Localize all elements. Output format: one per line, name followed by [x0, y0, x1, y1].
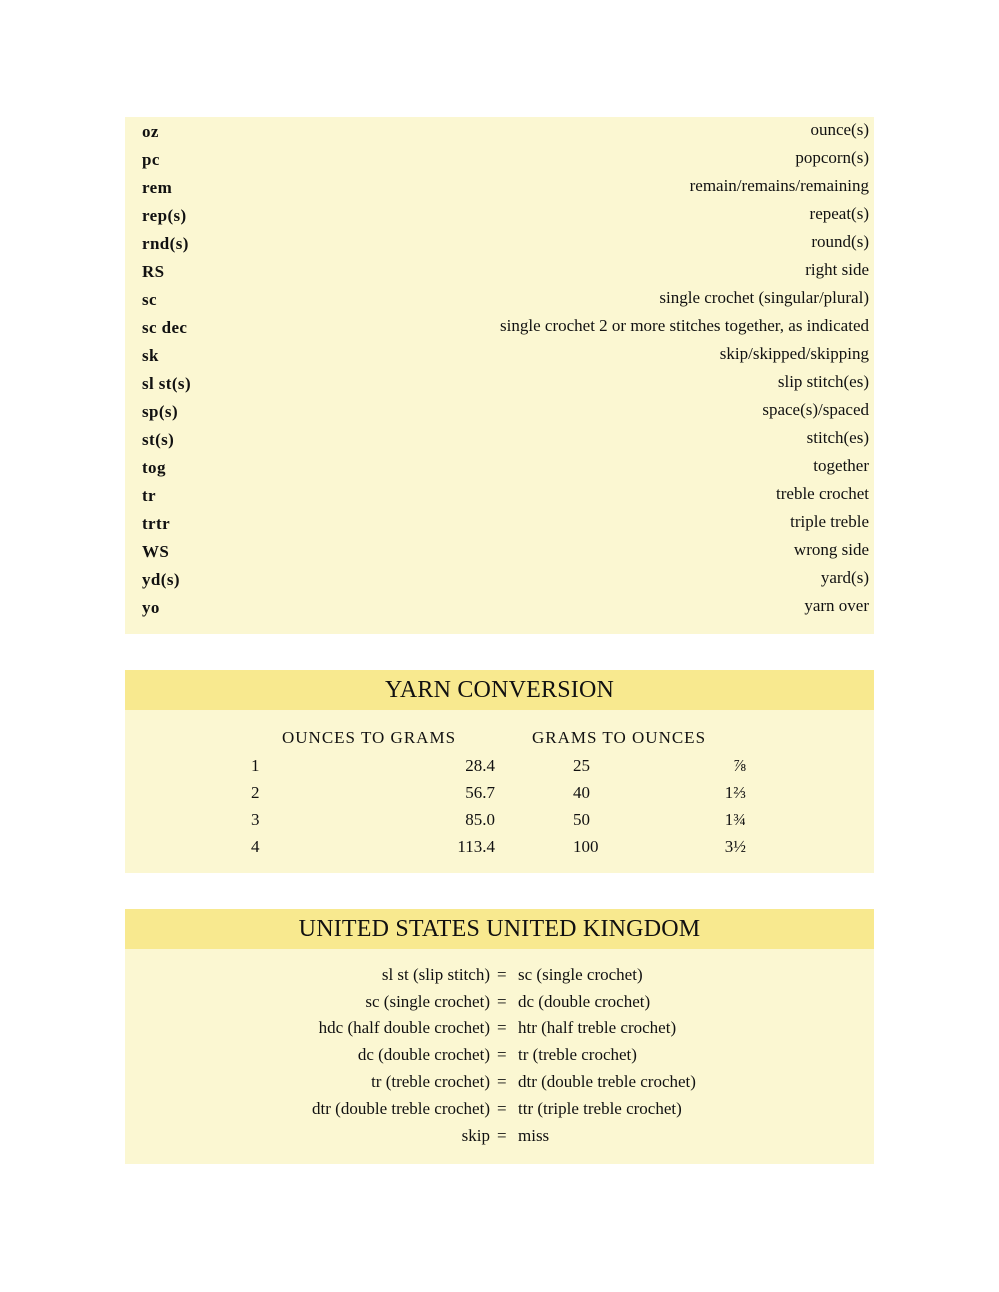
- abbreviation-meaning: yard(s): [820, 568, 869, 587]
- abbreviation-meaning: single crochet (singular/plural): [659, 288, 869, 307]
- us-term: hdc (half double crochet): [318, 1018, 490, 1037]
- ounces-value: 1: [251, 756, 260, 775]
- uk-term: sc (single crochet): [518, 965, 643, 984]
- abbreviation: tog: [142, 458, 166, 477]
- abbreviation: rem: [142, 178, 173, 197]
- abbreviation-meaning: slip stitch(es): [777, 372, 869, 391]
- us-uk-panel: [125, 909, 874, 1164]
- uk-term: tr (treble crochet): [518, 1045, 637, 1064]
- grams-to-ounces-header: GRAMS TO OUNCES: [532, 728, 707, 747]
- grams-value-2: 25: [573, 756, 590, 775]
- abbreviation-meaning: ounce(s): [810, 120, 869, 139]
- abbreviation: yd(s): [142, 570, 180, 589]
- abbreviation: RS: [142, 262, 165, 281]
- us-term: dc (double crochet): [357, 1045, 490, 1064]
- ounces-to-grams-header: OUNCES TO GRAMS: [282, 728, 457, 747]
- yarn-conversion-panel: [125, 670, 874, 873]
- grams-value-2: 100: [573, 837, 599, 856]
- abbreviation-meaning: space(s)/spaced: [762, 400, 869, 419]
- us-term: skip: [461, 1126, 490, 1145]
- abbreviation-meaning: yarn over: [804, 596, 869, 615]
- equals-sign: =: [497, 1099, 507, 1118]
- abbreviation-meaning: treble crochet: [776, 484, 869, 503]
- uk-term: dc (double crochet): [518, 992, 651, 1011]
- ounces-value-2: ⅞: [733, 756, 746, 775]
- term-row: [125, 1126, 874, 1153]
- abbreviation-row: [125, 458, 874, 486]
- abbreviation-row: [125, 122, 874, 150]
- ounces-value: 2: [251, 783, 260, 802]
- abbreviation-meaning: triple treble: [790, 512, 869, 531]
- abbreviation-row: [125, 346, 874, 374]
- us-term: dtr (double treble crochet): [312, 1099, 490, 1118]
- ounces-value: 4: [251, 837, 260, 856]
- abbreviation-row: [125, 318, 874, 346]
- abbreviation-row: [125, 150, 874, 178]
- abbreviation: sp(s): [142, 402, 179, 421]
- grams-value: 56.7: [465, 783, 495, 802]
- abbreviation: sc: [142, 290, 157, 309]
- grams-value: 28.4: [465, 756, 495, 775]
- abbreviation-row: [125, 178, 874, 206]
- equals-sign: =: [497, 965, 507, 984]
- abbreviation: WS: [142, 542, 170, 561]
- abbreviation-meaning: wrong side: [793, 540, 869, 559]
- abbreviation-row: [125, 206, 874, 234]
- equals-sign: =: [497, 1018, 507, 1037]
- us-term: sc (single crochet): [365, 992, 490, 1011]
- abbreviation: sc dec: [142, 318, 188, 337]
- abbreviations-panel: [125, 117, 874, 634]
- abbreviation-meaning: popcorn(s): [795, 148, 869, 167]
- ounces-value-2: 1¾: [724, 810, 746, 829]
- grams-value-2: 40: [573, 783, 590, 802]
- abbreviation-row: [125, 598, 874, 626]
- term-row: [125, 1018, 874, 1045]
- term-row: [125, 1045, 874, 1072]
- abbreviation: st(s): [142, 430, 175, 449]
- term-row: [125, 992, 874, 1019]
- abbreviation-meaning: single crochet 2 or more stitches together, as indicated: [500, 316, 869, 335]
- abbreviation-meaning: right side: [805, 260, 869, 279]
- abbreviation-row: [125, 570, 874, 598]
- abbreviation-row: [125, 374, 874, 402]
- abbreviation-meaning: skip/skipped/skipping: [719, 344, 869, 363]
- abbreviation-row: [125, 430, 874, 458]
- abbreviation: trtr: [142, 514, 171, 533]
- us-term: sl st (slip stitch): [381, 965, 490, 984]
- term-row: [125, 1099, 874, 1126]
- uk-term: miss: [518, 1126, 550, 1145]
- uk-term: dtr (double treble crochet): [518, 1072, 696, 1091]
- abbreviation: pc: [142, 150, 160, 169]
- abbreviation: rnd(s): [142, 234, 189, 253]
- abbreviation: yo: [142, 598, 160, 617]
- abbreviation-meaning: repeat(s): [809, 204, 869, 223]
- abbreviation-meaning: remain/remains/remaining: [689, 176, 869, 195]
- abbreviation-row: [125, 542, 874, 570]
- ounces-value: 3: [251, 810, 260, 829]
- abbreviation: sk: [142, 346, 159, 365]
- equals-sign: =: [497, 1126, 507, 1145]
- term-row: [125, 965, 874, 992]
- abbreviation-row: [125, 262, 874, 290]
- abbreviation-row: [125, 402, 874, 430]
- abbreviation-row: [125, 234, 874, 262]
- ounces-value-2: 1⅔: [724, 783, 746, 802]
- equals-sign: =: [497, 1045, 507, 1064]
- yarn-conversion-header: [125, 670, 874, 710]
- abbreviation-meaning: round(s): [811, 232, 869, 251]
- abbreviation-row: [125, 486, 874, 514]
- abbreviation: oz: [142, 122, 159, 141]
- abbreviation: rep(s): [142, 206, 187, 225]
- us-uk-header: [125, 909, 874, 949]
- grams-value: 85.0: [465, 810, 495, 829]
- equals-sign: =: [497, 1072, 507, 1091]
- abbreviation-meaning: together: [813, 456, 869, 475]
- abbreviation-row: [125, 514, 874, 542]
- ounces-value-2: 3½: [724, 837, 746, 856]
- abbreviation-row: [125, 290, 874, 318]
- equals-sign: =: [497, 992, 507, 1011]
- grams-value-2: 50: [573, 810, 590, 829]
- us-uk-title: UNITED STATES UNITED KINGDOM: [298, 916, 701, 942]
- abbreviation-meaning: stitch(es): [806, 428, 869, 447]
- grams-value: 113.4: [457, 837, 495, 856]
- yarn-conversion-title: YARN CONVERSION: [384, 677, 615, 703]
- uk-term: ttr (triple treble crochet): [518, 1099, 682, 1118]
- us-term: tr (treble crochet): [371, 1072, 490, 1091]
- uk-term: htr (half treble crochet): [518, 1018, 677, 1037]
- term-row: [125, 1072, 874, 1099]
- abbreviation: tr: [142, 486, 157, 505]
- abbreviation: sl st(s): [142, 374, 192, 393]
